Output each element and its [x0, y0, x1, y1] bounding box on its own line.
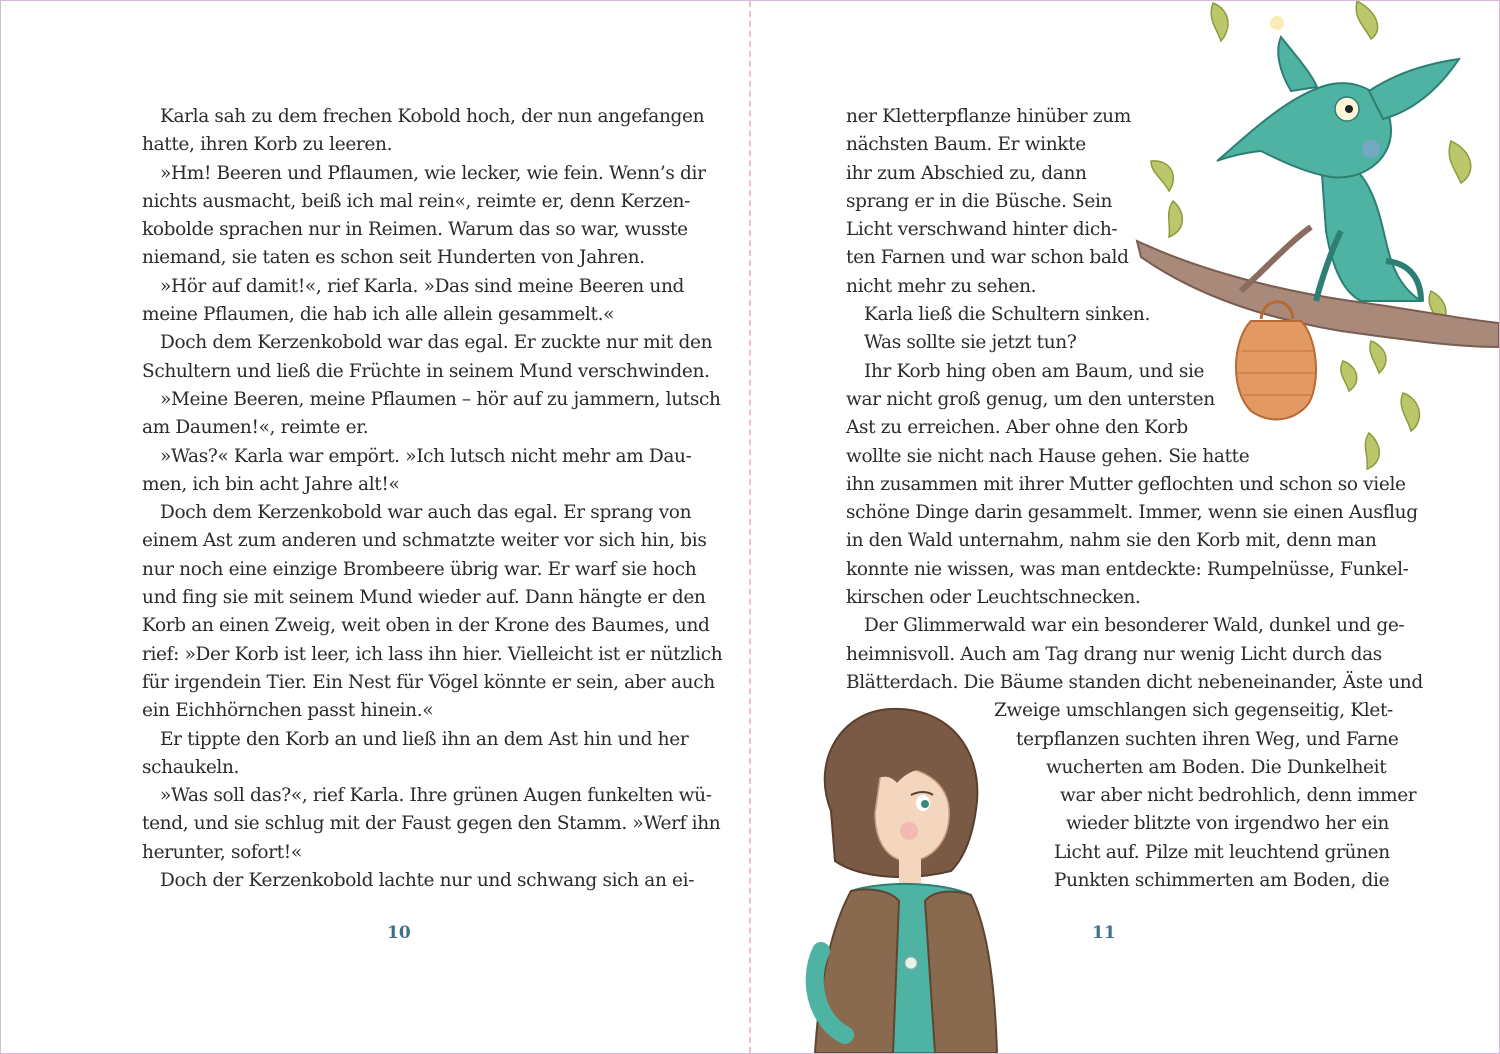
- text-line: Licht auf. Pilze mit leuchtend grünen: [1054, 841, 1390, 863]
- text-line: »Hm! Beeren und Pflaumen, wie lecker, wie fein. Wenn’s dir: [160, 162, 706, 184]
- page-number-right: 11: [1092, 923, 1116, 943]
- text-line: wollte sie nicht nach Hause gehen. Sie hatte: [846, 445, 1250, 467]
- text-line: ein Eichhörnchen passt hinein.«: [142, 700, 434, 722]
- text-line: Ihr Korb hing oben am Baum, und sie: [864, 360, 1205, 382]
- text-line: nur noch eine einzige Brombeere übrig war. Er warf sie hoch: [142, 558, 697, 580]
- text-line: Was sollte sie jetzt tun?: [864, 332, 1077, 354]
- text-line: war aber nicht bedrohlich, denn immer: [1060, 785, 1417, 807]
- text-line: Schultern und ließ die Früchte in seinem Mund verschwinden.: [142, 360, 710, 382]
- text-line: am Daumen!«, reimte er.: [142, 417, 369, 439]
- text-line: kobolde sprachen nur in Reimen. Warum das so war, wusste: [142, 219, 688, 241]
- text-line: schaukeln.: [142, 756, 240, 778]
- text-line: und fing sie mit seinem Mund wieder auf. Dann hängte er den: [142, 587, 706, 609]
- text-line: nicht mehr zu sehen.: [846, 275, 1037, 297]
- text-line: ihn zusammen mit ihrer Mutter geflochten und schon so viele: [846, 473, 1406, 495]
- text-line: Doch dem Kerzenkobold war das egal. Er zuckte nur mit den: [160, 332, 713, 354]
- text-line: ihr zum Abschied zu, dann: [846, 162, 1087, 184]
- text-line: nächsten Baum. Er winkte: [846, 134, 1086, 156]
- text-line: meine Pflaumen, die hab ich alle allein gesammelt.«: [142, 304, 615, 326]
- text-line: niemand, sie taten es schon seit Hunderten von Jahren.: [142, 247, 645, 269]
- text-line: men, ich bin acht Jahre alt!«: [142, 473, 400, 495]
- text-line: sprang er in die Büsche. Sein: [846, 190, 1113, 212]
- text-line: »Was soll das?«, rief Karla. Ihre grünen Augen funkelten wü-: [160, 785, 712, 807]
- text-line: war nicht groß genug, um den untersten: [846, 388, 1215, 410]
- text-line: in den Wald unternahm, nahm sie den Korb mit, denn man: [846, 530, 1377, 552]
- text-line: Ast zu erreichen. Aber ohne den Korb: [846, 417, 1188, 439]
- text-line: herunter, sofort!«: [142, 841, 302, 863]
- text-line: nichts ausmacht, beiß ich mal rein«, reimte er, denn Kerzen-: [142, 190, 691, 212]
- text-line: rief: »Der Korb ist leer, ich lass ihn hier. Vielleicht ist er nützlich: [142, 643, 723, 665]
- text-line: Korb an einen Zweig, weit oben in der Krone des Baumes, und: [142, 615, 710, 637]
- gutter-fold: [749, 1, 751, 1053]
- text-line: heimnisvoll. Auch am Tag drang nur wenig Licht durch das: [846, 643, 1382, 665]
- text-line: hatte, ihren Korb zu leeren.: [142, 134, 393, 156]
- text-line: für irgendein Tier. Ein Nest für Vögel könnte er sein, aber auch: [142, 671, 715, 693]
- text-line: wucherten am Boden. Die Dunkelheit: [1046, 756, 1387, 778]
- text-line: kirschen oder Leuchtschnecken.: [846, 587, 1141, 609]
- text-line: Karla sah zu dem frechen Kobold hoch, der nun angefangen: [160, 106, 705, 127]
- text-line: Doch der Kerzenkobold lachte nur und schwang sich an ei-: [160, 870, 695, 892]
- text-line: Karla ließ die Schultern sinken.: [864, 304, 1151, 326]
- left-page-text: [142, 103, 723, 895]
- page-number-left: 10: [387, 923, 411, 943]
- text-line: tend, und sie schlug mit der Faust gegen den Stamm. »Werf ihn: [142, 813, 721, 835]
- text-line: Der Glimmerwald war ein besonderer Wald, dunkel und ge-: [864, 615, 1405, 637]
- text-line: wieder blitzte von irgendwo her ein: [1066, 813, 1389, 835]
- text-line: ten Farnen und war schon bald: [846, 247, 1129, 269]
- text-line: Doch dem Kerzenkobold war auch das egal. Er sprang von: [160, 502, 692, 524]
- right-page-text: [846, 103, 1423, 895]
- text-line: einem Ast zum anderen und schmatzte weiter vor sich hin, bis: [142, 530, 707, 552]
- text-line: Er tippte den Korb an und ließ ihn an dem Ast hin und her: [160, 728, 689, 750]
- text-line: terpflanzen suchten ihren Weg, und Farne: [1016, 728, 1399, 750]
- text-line: »Hör auf damit!«, rief Karla. »Das sind meine Beeren und: [160, 275, 685, 297]
- text-line: Zweige umschlangen sich gegenseitig, Klet-: [994, 700, 1393, 722]
- text-line: konnte nie wissen, was man entdeckte: Rumpelnüsse, Funkel-: [846, 558, 1409, 580]
- text-line: Licht verschwand hinter dich-: [846, 219, 1118, 241]
- text-line: ner Kletterpflanze hinüber zum: [846, 106, 1131, 127]
- text-line: Blätterdach. Die Bäume standen dicht nebeneinander, Äste und: [846, 671, 1423, 693]
- text-line: Punkten schimmerten am Boden, die: [1054, 870, 1390, 892]
- text-line: »Meine Beeren, meine Pflaumen – hör auf zu jammern, lutsch: [160, 388, 721, 410]
- text-line: schöne Dinge darin gesammelt. Immer, wenn sie einen Ausflug: [846, 502, 1418, 524]
- text-line: »Was?« Karla war empört. »Ich lutsch nicht mehr am Dau-: [160, 445, 692, 467]
